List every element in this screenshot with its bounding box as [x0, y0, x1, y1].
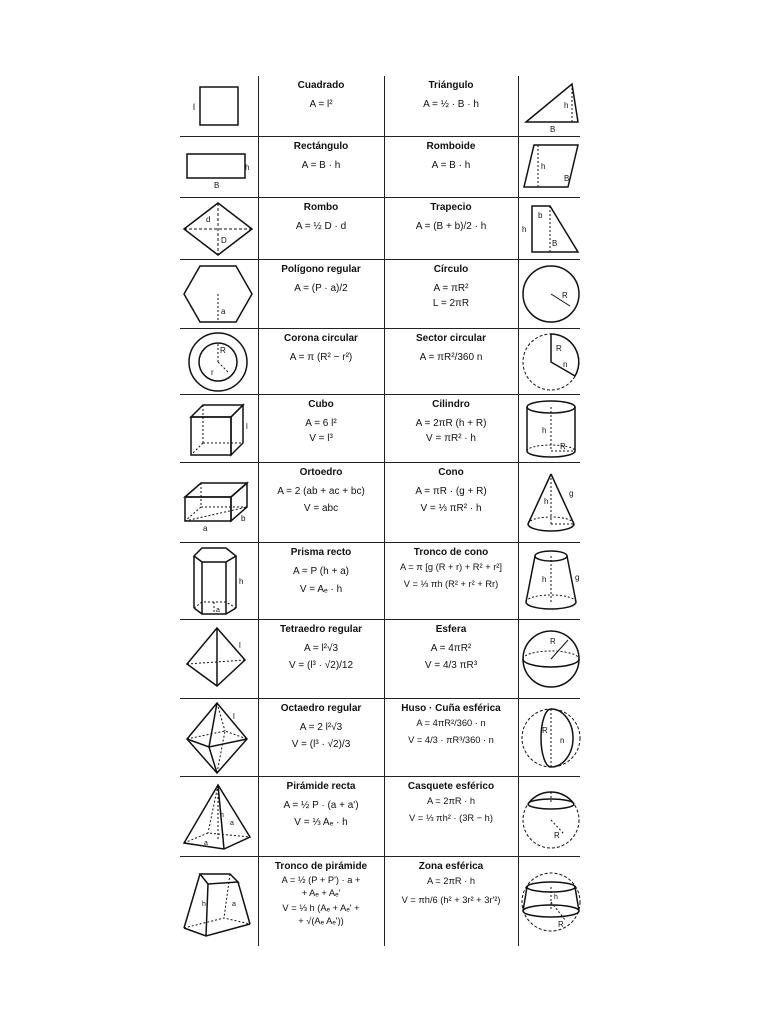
- formula-line: V = 4/3 · πR³/360 · n: [408, 735, 494, 745]
- label-l: l: [233, 711, 235, 721]
- formula-line: V = πR² · h: [426, 433, 476, 444]
- cell-zona-esferica: [386, 857, 516, 907]
- cell-cuadrado: [260, 76, 382, 112]
- formula-row: [180, 395, 580, 462]
- cell-tronco-cono: [386, 543, 516, 591]
- label-R: R: [220, 345, 226, 355]
- annulus-figure: [180, 329, 256, 394]
- cone-figure: [520, 463, 582, 542]
- formula-title: Pirámide recta: [286, 781, 356, 792]
- label-h: h: [541, 162, 546, 171]
- formula-line: A = 4πR²: [430, 643, 472, 654]
- label-R: R: [542, 725, 548, 735]
- formula-title: Huso · Cuña esférica: [401, 703, 501, 714]
- label-h: h: [220, 811, 224, 819]
- cell-circulo: [386, 260, 516, 311]
- label-h: h: [554, 893, 558, 901]
- formula-line: A = π (R² − r²): [289, 352, 353, 363]
- formula-line: A = 2πR (h + R): [415, 418, 487, 429]
- label-b: b: [538, 210, 543, 220]
- cuboid-figure: [180, 463, 256, 542]
- label-h: h: [522, 224, 527, 234]
- formula-title: Rectángulo: [293, 141, 349, 152]
- cell-huso: [386, 699, 516, 747]
- formula-line: A = l²√3: [303, 643, 339, 654]
- cell-tronco-piramide: [260, 857, 382, 928]
- cell-triangulo: [386, 76, 516, 112]
- cylinder-figure: [520, 395, 582, 462]
- formula-line: A = πR · (g + R): [415, 486, 487, 497]
- label-R: R: [556, 343, 562, 353]
- circle-figure: [520, 260, 582, 328]
- label-a: a: [221, 307, 226, 316]
- frustum-cone-figure: [520, 543, 582, 619]
- formula-title: Ortoedro: [299, 467, 343, 478]
- formula-title: Sector circular: [415, 333, 487, 344]
- formula-line: V = πh/6 (h² + 3r² + 3r'²): [401, 895, 501, 905]
- label-R: R: [562, 291, 568, 300]
- label-l: l: [246, 421, 248, 431]
- formula-line: A = ½ · B · h: [423, 99, 479, 110]
- formula-line: V = ⅓ πh (R² + r² + Rr): [403, 579, 499, 589]
- formula-line: A = 2 (ab + ac + bc): [277, 486, 365, 497]
- formula-title: Polígono regular: [281, 264, 361, 275]
- formula-line: V = 4/3 πR³: [424, 660, 478, 671]
- cell-trapecio: [386, 198, 516, 234]
- cell-prisma: [260, 543, 382, 597]
- formula-line: + √(Aₑ Aₑ')): [298, 916, 344, 926]
- formula-title: Zona esférica: [418, 861, 484, 872]
- formula-title: Cuadrado: [297, 80, 345, 91]
- label-R: R: [560, 441, 566, 451]
- formula-line: V = (l³ · √2)/3: [291, 739, 351, 750]
- cell-rectangulo: [260, 137, 382, 173]
- square-figure: [180, 76, 256, 136]
- cell-cono: [386, 463, 516, 516]
- label-l: l: [239, 641, 241, 650]
- formula-line: A = l²: [309, 99, 333, 110]
- cell-cilindro: [386, 395, 516, 446]
- formula-row: [180, 137, 580, 197]
- label-R: R: [558, 919, 564, 929]
- formula-line: A = ½ (P + P') · a +: [281, 875, 361, 885]
- label-l: l: [193, 102, 195, 112]
- formula-line: V = l³: [309, 433, 333, 444]
- rectangle-figure: [180, 137, 256, 197]
- formula-sheet: [180, 76, 580, 946]
- label-b: b: [241, 513, 246, 523]
- label-B: B: [214, 181, 220, 190]
- label-a: a: [232, 900, 236, 908]
- label-d: d: [206, 214, 211, 224]
- label-h: h: [239, 577, 244, 586]
- formula-line: A = πR²/360 n: [419, 352, 483, 363]
- label-R: R: [554, 830, 560, 840]
- sector-figure: [520, 329, 582, 394]
- formula-row: [180, 198, 580, 259]
- cell-piramide: [260, 777, 382, 830]
- label-R: R: [550, 637, 556, 646]
- formula-line: V = (l³ · √2)/12: [288, 660, 354, 671]
- formula-row: [180, 777, 580, 856]
- formula-line: A = ½ P · (a + a'): [283, 800, 359, 811]
- formula-title: Romboide: [426, 141, 476, 152]
- triangle-figure: [520, 76, 582, 136]
- cell-esfera: [386, 620, 516, 673]
- formula-line: A = 2 l²√3: [299, 722, 343, 733]
- label-h: h: [202, 900, 206, 908]
- formula-row: [180, 463, 580, 542]
- label-h: h: [542, 575, 547, 584]
- formula-line: A = 4πR²/360 · n: [416, 718, 486, 728]
- cell-corona: [260, 329, 382, 365]
- formula-row: [180, 699, 580, 776]
- formula-line: V = ⅓ Aₑ · h: [294, 817, 348, 828]
- cell-casquete: [386, 777, 516, 825]
- label-a: a: [204, 839, 208, 847]
- label-r: r: [211, 367, 214, 377]
- formula-title: Rombo: [303, 202, 339, 213]
- tetrahedron-figure: [180, 620, 256, 698]
- formula-line: V = abc: [303, 503, 339, 514]
- formula-line: V = ⅓ h (Aₑ + Aₑ' +: [282, 903, 360, 913]
- cell-tetraedro: [260, 620, 382, 673]
- formula-line: V = ⅓ πR² · h: [420, 503, 482, 514]
- formula-title: Cilindro: [432, 399, 470, 410]
- formula-line: A = (B + b)/2 · h: [415, 221, 487, 232]
- formula-line: A = 2πR · h: [426, 876, 475, 886]
- formula-title: Tronco de pirámide: [274, 861, 368, 872]
- rhombus-figure: [180, 198, 256, 259]
- label-B: B: [552, 238, 558, 248]
- label-h: h: [542, 425, 547, 435]
- cell-cubo: [260, 395, 382, 446]
- cell-romboide: [386, 137, 516, 173]
- formula-line: A = B · h: [431, 160, 471, 171]
- label-h: h: [245, 163, 250, 172]
- formula-title: Esfera: [435, 624, 467, 635]
- formula-row: [180, 857, 580, 946]
- cube-figure: [180, 395, 256, 462]
- formula-line: A = 6 l²: [305, 418, 337, 429]
- formula-line: A = 2πR · h: [426, 796, 475, 806]
- formula-title: Octaedro regular: [280, 703, 362, 714]
- label-h: h: [544, 496, 549, 506]
- frustum-pyramid-figure: [180, 857, 256, 946]
- formula-title: Corona circular: [284, 333, 358, 344]
- label-n: n: [563, 359, 568, 369]
- formula-line: V = ⅓ πh² · (3R − h): [409, 813, 493, 823]
- formula-title: Círculo: [433, 264, 469, 275]
- spherical-wedge-figure: [520, 699, 582, 776]
- formula-line: L = 2πR: [432, 298, 470, 309]
- label-a: a: [203, 523, 208, 533]
- spherical-zone-figure: [520, 857, 582, 946]
- sphere-figure: [520, 620, 582, 698]
- prism-figure: [180, 543, 256, 619]
- label-g: g: [575, 573, 580, 582]
- formula-title: Tetraedro regular: [279, 624, 363, 635]
- label-n: n: [560, 735, 565, 745]
- formula-line: A = π [g (R + r) + R² + r²]: [400, 562, 502, 572]
- formula-title: Cono: [438, 467, 464, 478]
- cell-ortoedro: [260, 463, 382, 516]
- label-D: D: [221, 235, 227, 245]
- cell-rombo: [260, 198, 382, 234]
- spherical-cap-figure: [520, 777, 582, 856]
- label-B: B: [550, 125, 556, 134]
- formula-row: [180, 76, 580, 136]
- formula-line: A = πR²: [433, 283, 469, 294]
- pyramid-figure: [180, 777, 256, 856]
- formula-row: [180, 543, 580, 619]
- parallelogram-figure: [520, 137, 582, 197]
- label-h: h: [564, 101, 569, 110]
- formula-title: Triángulo: [428, 80, 474, 91]
- formula-title: Prisma recto: [290, 547, 352, 558]
- formula-row: [180, 620, 580, 698]
- formula-title: Trapecio: [430, 202, 472, 213]
- formula-title: Cubo: [308, 399, 334, 410]
- formula-line: A = (P · a)/2: [294, 283, 348, 294]
- formula-title: Casquete esférico: [407, 781, 495, 792]
- formula-title: Tronco de cono: [413, 547, 489, 558]
- formula-row: [180, 260, 580, 328]
- formula-line: A = P (h + a): [293, 566, 349, 577]
- hexagon-figure: [180, 260, 256, 328]
- trapezoid-figure: [520, 198, 582, 259]
- formula-line: + Aₑ + Aₑ': [301, 888, 341, 898]
- label-g: g: [569, 488, 574, 498]
- label-a: a: [230, 819, 234, 827]
- formula-line: V = Aₑ · h: [299, 584, 343, 595]
- cell-sector: [386, 329, 516, 365]
- label-B: B: [564, 174, 570, 183]
- octahedron-figure: [180, 699, 256, 776]
- cell-poligono: [260, 260, 382, 296]
- formula-line: A = B · h: [301, 160, 341, 171]
- formula-line: A = ½ D · d: [295, 221, 347, 232]
- formula-row: [180, 329, 580, 394]
- cell-octaedro: [260, 699, 382, 752]
- label-a: a: [216, 607, 220, 614]
